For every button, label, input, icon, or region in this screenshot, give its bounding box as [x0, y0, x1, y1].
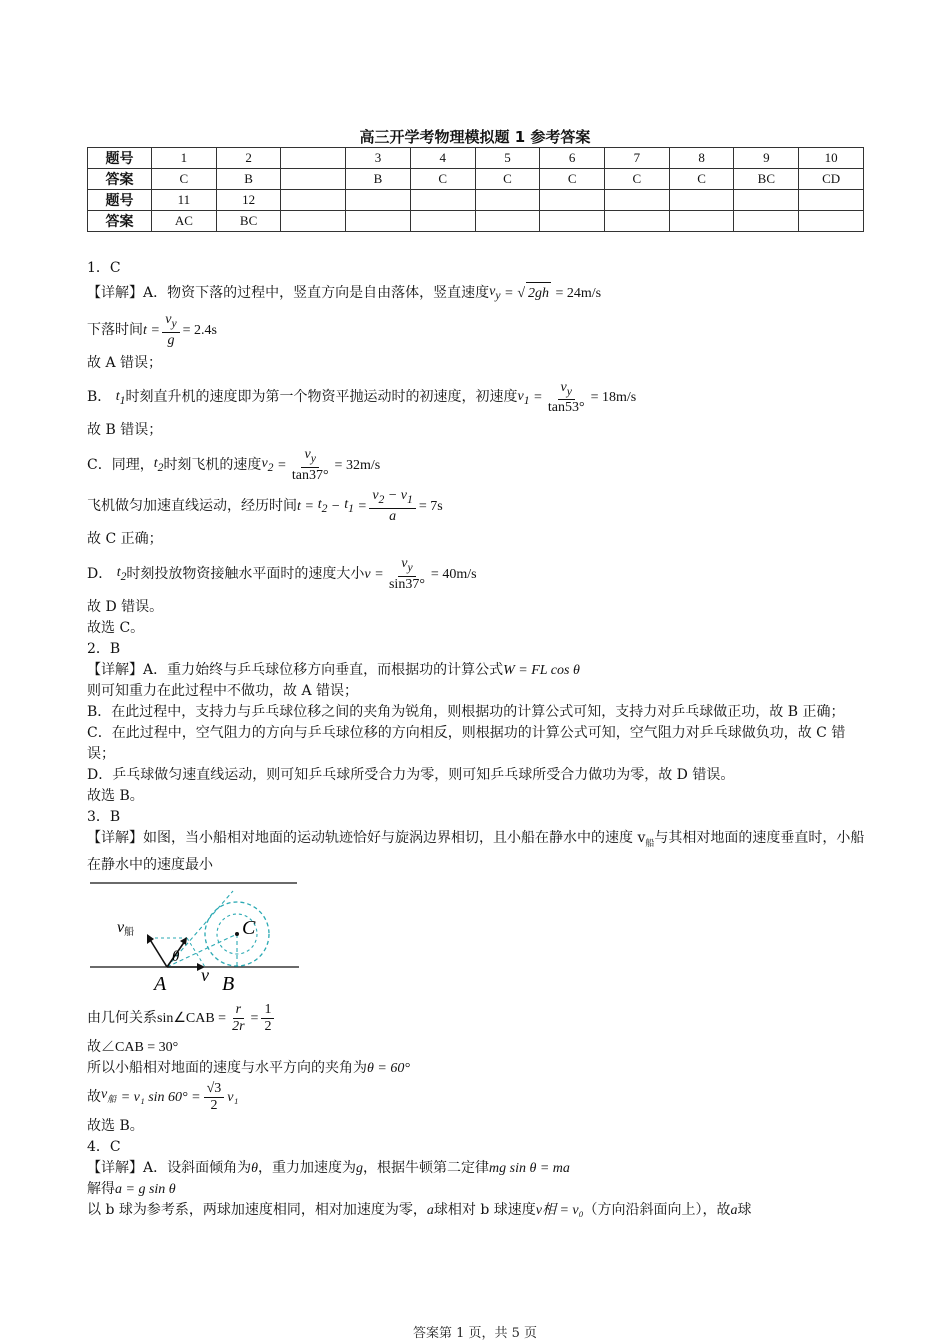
- table-cell: [475, 190, 540, 211]
- label-a: A: [154, 972, 167, 995]
- label-b: B: [222, 972, 235, 995]
- table-cell: [734, 190, 799, 211]
- page-footer: 答案第 1 页，共 5 页: [412, 1326, 538, 1341]
- table-cell: B: [346, 169, 411, 190]
- table-cell: [281, 169, 346, 190]
- table-row-label: 答案: [88, 211, 152, 232]
- table-cell: [669, 190, 734, 211]
- point-c: [235, 932, 239, 936]
- table-cell: C: [152, 169, 217, 190]
- question-number-row: [88, 190, 864, 211]
- q1-line-5: 故 B 错误；: [87, 422, 163, 439]
- table-cell: C: [669, 169, 734, 190]
- q1-line-9: D． $t_2$ 时刻投放物资接触水平面时的速度大小 v = $\frac{v_y}{\sin 37^\circ}$ = 40m/s: [87, 555, 477, 592]
- q1-line-4: B． $t_1$ 时刻直升机的速度即为第一个物资平抛运动时的初速度，初速度 $v_1$ = $\frac{v_y}{\tan 53^\circ}$ = 18m/s: [87, 379, 637, 416]
- q4-heading: 4．C: [87, 1138, 121, 1155]
- table-cell: 10: [799, 148, 864, 169]
- q1-line-1: 【详解】A．物资下落的过程中，竖直方向是自由落体，竖直速度 $v_y$ = √ 2gh = 24m/s: [87, 281, 867, 306]
- q2-heading: 2．B: [87, 640, 121, 657]
- table-cell: [281, 148, 346, 169]
- answer-row: [88, 169, 864, 190]
- table-cell: 12: [216, 190, 281, 211]
- table-cell: C: [540, 169, 605, 190]
- q1-line-2: 下落时间 t = $\frac{v_y}{g}$ = 2.4s: [87, 311, 217, 348]
- table-cell: [799, 190, 864, 211]
- page-title: 高三开学考物理模拟题 1 参考答案: [359, 128, 591, 146]
- table-row-label: 题号: [88, 190, 152, 211]
- table-row-label: 题号: [88, 148, 152, 169]
- q3-line-6: 故选 B。: [87, 1117, 144, 1134]
- table-cell: 9: [734, 148, 799, 169]
- q3-line-5: 故 $v_船$ = v₁ sin 60° = $\frac{√3}{2}$ v₁: [87, 1080, 239, 1113]
- table-cell: [669, 211, 734, 232]
- label-v-boat: v船: [117, 918, 135, 938]
- table-cell: [281, 211, 346, 232]
- solution-body: [87, 258, 867, 1221]
- table-cell: [605, 190, 670, 211]
- q2-line-6: 故选 B。: [87, 787, 144, 804]
- table-cell: 1: [152, 148, 217, 169]
- q1-line-7: 飞机做匀加速直线运动，经历时间 t = $t_2$ − $t_1$ = $\frac{v_2 - v_1}{a}$ = 7s: [87, 488, 443, 524]
- answer-table: [87, 147, 864, 232]
- table-cell: 4: [410, 148, 475, 169]
- table-cell: BC: [734, 169, 799, 190]
- table-cell: C: [410, 169, 475, 190]
- q3-line-4: 所以小船相对地面的速度与水平方向的夹角为θ = 60°: [87, 1059, 410, 1076]
- table-cell: C: [605, 169, 670, 190]
- q4-line-3: 以 b 球为参考系，两球加速度相同，相对加速度为零，a球相对 b 球速度v相 = v₀（方向沿斜面向上），故a球: [87, 1201, 752, 1218]
- table-cell: [540, 190, 605, 211]
- q1-line-11: 故选 C。: [87, 619, 145, 636]
- table-cell: BC: [216, 211, 281, 232]
- q1-heading: 1．C: [87, 260, 121, 276]
- q2-line-5: D．乒乓球做匀速直线运动，则可知乒乓球所受合力为零，则可知乒乓球所受合力做功为零，故 D 错误。: [87, 766, 735, 783]
- label-theta: θ: [172, 948, 180, 965]
- table-cell: [346, 211, 411, 232]
- table-cell: 6: [540, 148, 605, 169]
- q4-line-2: 解得a = g sin θ: [87, 1180, 176, 1197]
- table-cell: C: [475, 169, 540, 190]
- table-cell: [605, 211, 670, 232]
- boat-velocity-arrowhead: [147, 934, 154, 944]
- q2-line-4: C．在此过程中，空气阻力的方向与乒乓球位移的方向相反，则根据功的计算公式可知，空气阻力对乒乓球做负功，故 C 错误；: [87, 724, 846, 762]
- table-cell: 11: [152, 190, 217, 211]
- q3-line-3: 故∠CAB = 30°: [87, 1039, 179, 1055]
- q3-heading: 3．B: [87, 808, 121, 825]
- q2-line-2: 则可知重力在此过程中不做功，故 A 错误；: [87, 682, 359, 699]
- q1-line-8: 故 C 正确；: [87, 530, 163, 547]
- answer-row: [88, 211, 864, 232]
- table-cell: [281, 190, 346, 211]
- table-cell: [734, 211, 799, 232]
- table-cell: CD: [799, 169, 864, 190]
- table-cell: 2: [216, 148, 281, 169]
- q2-line-1: 【详解】A．重力始终与乒乓球位移方向垂直，而根据功的计算公式W = FL cos θ: [87, 661, 580, 678]
- table-cell: [475, 211, 540, 232]
- q1-line-3: 故 A 错误；: [87, 354, 163, 371]
- table-cell: AC: [152, 211, 217, 232]
- q4-line-1: 【详解】A．设斜面倾角为θ，重力加速度为g，根据牛顿第二定律mg sin θ = ma: [87, 1159, 570, 1176]
- q3-line-2: 由几何关系 sin∠CAB = $\frac{r}{2r}$ = $\frac{1}{2}$: [87, 1002, 867, 1035]
- boat-velocity-arrow: [149, 938, 167, 967]
- label-v: v: [201, 964, 209, 985]
- boat-vortex-figure: [87, 878, 302, 1000]
- q2-line-3: B．在此过程中，支持力与乒乓球位移之间的夹角为锐角，则根据功的计算公式可知，支持力对乒乓球做正功，故 B 正确；: [87, 703, 845, 720]
- table-cell: 7: [605, 148, 670, 169]
- table-cell: 8: [669, 148, 734, 169]
- table-row-label: 答案: [88, 169, 152, 190]
- parallelogram-dash-side: [187, 938, 205, 967]
- table-cell: [540, 211, 605, 232]
- q3-line-1: 【详解】如图，当小船相对地面的运动轨迹恰好与旋涡边界相切，且小船在静水中的速度 $v_船$与其相对地面的速度垂直时，小船在静水中的速度最小: [87, 829, 865, 873]
- table-cell: [799, 211, 864, 232]
- table-cell: 5: [475, 148, 540, 169]
- q1-line-10: 故 D 错误。: [87, 598, 164, 615]
- q1-line-6: C．同理， $t_2$ 时刻飞机的速度 $v_2$ = $\frac{v_y}{\tan 37^\circ}$ = 32m/s: [87, 447, 381, 484]
- label-c: C: [242, 916, 256, 939]
- table-cell: B: [216, 169, 281, 190]
- table-cell: [410, 211, 475, 232]
- question-number-row: [88, 148, 864, 169]
- table-cell: 3: [346, 148, 411, 169]
- table-cell: [346, 190, 411, 211]
- table-cell: [410, 190, 475, 211]
